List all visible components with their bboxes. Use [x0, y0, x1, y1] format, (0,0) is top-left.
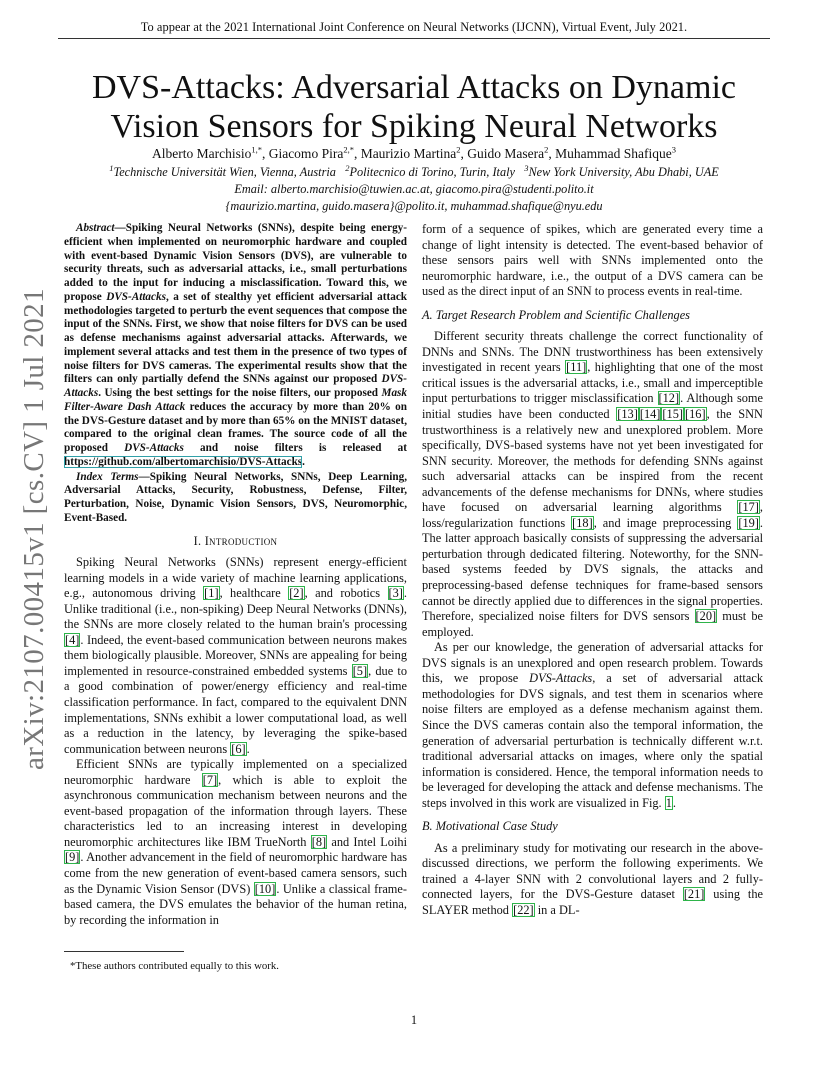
citation-link[interactable]: [18] [572, 515, 593, 530]
paragraph-text: . Another advancement in the field of neuromorphic hardware has come from the new generation of event-based camera sensors, such as the Dynamic Vision Sensor (DVS) [64, 850, 407, 896]
page-number: 1 [410, 1013, 418, 1027]
index-terms [64, 471, 407, 526]
citation-link[interactable]: [21] [683, 887, 705, 902]
paragraph: form of a sequence of spikes, which are generated every time a change of light intensity is detected. The event-based behavior of these sensors pairs well with SNNs implemented onto the neuromorphic hardware, i.e., the output of a DVS camera can be used as the direct input of an SNN to process events in real-time. [422, 222, 763, 299]
citation-link[interactable]: [15] [662, 407, 683, 422]
header-rule [58, 38, 770, 39]
email-line: {maurizio.martina, guido.masera}@polito.it, muhammad.shafique@nyu.edu [225, 199, 603, 213]
footnote-rule [64, 951, 184, 952]
paragraph-text: , a set of adversarial attack methodologies for DVS signals, and test them in scenarios where noise filters are employed as a defense mechanism against them. Since the DVS cameras contain also the temporal information, the generation of adversarial perturbation is technically different w.r.t. traditional adversarial attacks on images, where only the spatial information is considered. Hence, the temporal information needs to be leveraged for developing the attack and defense mechanisms. The steps involved in this work are visualized in Fig. [422, 671, 763, 810]
author-affiliation-mark: 1,* [251, 144, 262, 155]
citation-link[interactable]: [16] [685, 407, 706, 422]
abstract-text: —Spiking Neural Networks (SNNs), despite being energy-efficient when implemented on neuromorphic hardware and coupled with event-based Dynamic Vision Sensors (DVS), are vulnerable to security threats, such as adversarial attacks, i.e., small perturbations added to the input for inducing a misclassification. Toward this, we propose [64, 222, 407, 303]
arxiv-stamp: arXiv:2107.00415v1 [cs.CV] 1 Jul 2021 [18, 288, 50, 770]
subsection-heading: B. Motivational Case Study [422, 819, 558, 834]
citation-link[interactable]: [3] [388, 586, 403, 601]
paragraph-text: As a preliminary study for motivating our research in the above-discussed directions, we perform the following experiments. We trained a 4-layer SNN with 2 convolutional layers and 2 fully-connected layers, for the DVS-Gesture dataset [422, 840, 763, 902]
affiliation: Politecnico di Torino, Turin, Italy [349, 165, 515, 179]
paragraph-text: , loss/regularization functions [422, 500, 763, 530]
paragraph-text: . Unlike a classical frame-based camera, the DVS emulates the behavior of the human retina, by recording the information in [64, 881, 407, 927]
abstract-text: and noise filters is released at [183, 442, 407, 454]
paragraph-text: , due to a good combination of power/energy efficiency and real-time classification performance. In fact, compared to the equivalent DNN implementations, SNNs exhibit a lower computational load, as well as a reduction in the latency, by leveraging the spike-based communication between neurons [64, 663, 408, 756]
citation-link[interactable]: [10] [254, 881, 276, 896]
paragraph [422, 329, 763, 640]
citation-link[interactable]: [20] [695, 609, 717, 624]
paragraph-emphasis: DVS-Attacks [529, 671, 593, 686]
affiliation-mark: 3 [524, 162, 529, 173]
paragraph [64, 757, 407, 928]
source-code-link[interactable]: https://github.com/albertomarchisio/DVS-Attacks [64, 455, 303, 468]
citation-link[interactable]: [14] [639, 407, 661, 422]
section-heading-introduction [64, 534, 407, 550]
affiliation-mark: 1 [109, 162, 114, 173]
author-affiliation-mark: 2 [456, 144, 461, 155]
abstract-text: . Using the best settings for the noise filters, our proposed [98, 387, 382, 399]
paragraph-text: and Intel Loihi [327, 834, 407, 849]
citation-link[interactable]: [6] [231, 741, 246, 756]
abstract-emphasis: DVS-Attacks [106, 290, 166, 303]
paragraph-text: As per our knowledge, the generation of adversarial attacks for DVS signals is an unexplored and open research problem. Towards this, we propose [422, 640, 763, 686]
abstract-emphasis: DVS-Attacks [124, 442, 184, 454]
affiliation-mark: 2 [345, 162, 350, 173]
citation-link[interactable]: [5] [352, 663, 368, 678]
section-number: I. [193, 533, 205, 548]
citation-link[interactable]: [12] [658, 391, 680, 406]
citation-link[interactable]: [4] [65, 632, 80, 647]
affiliation: New York University, Abu Dhabi, UAE [528, 165, 719, 179]
author-list: Alberto Marchisio$^{1,*}$, Giacomo Pira$^{2,*}$, Maurizio Martina$^2$, Guido Masera$^2$, Muhammad Shafique$^3$ [151, 144, 677, 161]
author-name: Guido Masera [467, 146, 545, 161]
citation-link[interactable]: [17] [738, 500, 759, 515]
citation-link[interactable]: [11] [566, 360, 587, 375]
paragraph-text: . Unlike traditional (i.e., non-spiking) Deep Neural Networks (DNNs), the SNNs are more closely related to the human brain's processing [64, 586, 408, 632]
right-column [422, 222, 763, 919]
citation-link[interactable]: [19] [738, 515, 759, 530]
paragraph [422, 640, 763, 811]
paragraph-text: using the SLAYER method [422, 887, 763, 917]
abstract-text: . [302, 455, 305, 468]
abstract-emphasis: Mask Filter-Aware Dash Attack [64, 387, 407, 413]
abstract [64, 222, 407, 470]
paragraph-text: , which is able to exploit the asynchronous communication mechanism between neurons and the event-based propagation of the information through layers. These characteristics led to an increasing interest in developing neuromorphic architectures like IBM TrueNorth [64, 772, 407, 849]
title-line-1: DVS-Attacks: Adversarial Attacks on Dynamic [92, 69, 736, 106]
abstract-text: reduces the accuracy by more than 20% on the DVS-Gesture dataset and by more than 65% on the MNIST dataset, compared to the original clean frames. The source code of all the proposed [64, 400, 407, 454]
author-name: Muhammad Shafique [555, 146, 672, 161]
citation-link[interactable]: [2] [289, 586, 304, 601]
paragraph [422, 841, 763, 919]
abstract-text: , a set of stealthy yet efficient adversarial attack methodologies targeted to perturb the event sequences that compose the input of the SNNs. First, we show that noise filters for DVS can be used as defense mechanisms against adversarial attacks. Afterwards, we implement several attacks and test them in the presence of two types of noise filters for DVS cameras. The experimental results show that the filters can only partially defend the SNNs against our proposed [64, 290, 408, 386]
paragraph-text: . Although some initial studies have been conducted [422, 391, 764, 422]
section-title: Introduction [204, 533, 278, 548]
author-name: Alberto Marchisio [151, 146, 252, 161]
paragraph-text: , highlighting that one of the most critical issues is the adversarial attacks, i.e., small and imperceptible input perturbations to trigger misclassification [422, 360, 763, 406]
paragraph-text: . The latter approach basically consists of suppressing the adversarial perturbation through dedicated filtering. Noteworthy, for the SNN-based systems feeded by DVS signals, the attacks and preprocessing-based defense techniques for frame-based sensors cannot be directly applied due to differences in the signal properties. Therefore, specialized noise filters for DVS sensors [422, 515, 763, 624]
author-name: Maurizio Martina [360, 146, 457, 161]
citation-link[interactable]: [8] [311, 834, 327, 849]
paragraph-text: must be employed. [422, 609, 763, 639]
affiliations [40, 162, 788, 180]
paragraph-text: . Indeed, the event-based communication between neurons makes them biologically plausible. Moreover, SNNs are appealing for being implemented in resource-constrained embedded systems [64, 632, 407, 678]
paragraph-text: . [672, 795, 676, 810]
paragraph-text: , and robotics [304, 586, 388, 601]
paragraph-text: Different security threats challenge the correct functionality of DNNs and SNNs. The DNN trustworthiness has been extensively investigated in recent years [422, 329, 763, 375]
author-affiliation-mark: 3 [671, 144, 677, 155]
paragraph-text: , and image preprocessing [593, 515, 738, 530]
paragraph-text: in a DL- [534, 902, 580, 917]
subsection-heading: A. Target Research Problem and Scientific Challenges [422, 307, 690, 322]
affiliation: Technische Universität Wien, Vienna, Austria [113, 165, 336, 179]
citation-link[interactable]: [7] [202, 772, 218, 787]
figure-link[interactable]: 1 [665, 795, 672, 810]
left-column [64, 222, 407, 928]
author-affiliation-mark: 2,* [343, 144, 354, 155]
author-affiliation-mark: 2 [544, 144, 549, 155]
paragraph-text: , the SNN trustworthiness is a relatively new and unexplored problem. More specifically, DVS-based systems have not yet been investigated for SNN security. Moreover, the methods for defending SNNs against such adversarial attacks can be inspired from the recent advancements of the defense mechanisms for DNNs, where studies have focused on adversarial learning algorithms [422, 407, 763, 515]
paragraph-text: Efficient SNNs are typically implemented on a specialized neuromorphic hardware [64, 757, 407, 787]
citation-link[interactable]: [13] [617, 407, 638, 422]
conference-header: To appear at the 2021 International Joint Conference on Neural Networks (IJCNN), Virtual Event, July 2021. [140, 20, 688, 34]
paragraph [64, 555, 407, 757]
index-terms-label: Index Terms [76, 470, 139, 483]
citation-link[interactable]: [9] [65, 850, 80, 865]
author-name: Giacomo Pira [268, 146, 344, 161]
paper-title [60, 68, 768, 146]
abstract-label: Abstract [76, 222, 115, 234]
email-line: Email: alberto.marchisio@tuwien.ac.at, giacomo.pira@studenti.polito.it [234, 182, 594, 196]
paragraph-text: Spiking Neural Networks (SNNs) represent energy-efficient learning models in a wide variety of machine learning applications, e.g., autonomous driving [64, 555, 407, 601]
citation-link[interactable]: [1] [204, 586, 219, 601]
footnote: *These authors contributed equally to this work. [70, 960, 279, 972]
abstract-emphasis: DVS-Attacks [64, 373, 407, 399]
paragraph-text: . [246, 741, 250, 756]
citation-link[interactable]: [22] [513, 902, 534, 917]
title-line-2: Vision Sensors for Spiking Neural Networks [110, 108, 718, 145]
paragraph-text: , healthcare [219, 586, 289, 601]
index-terms-text: —Spiking Neural Networks, SNNs, Deep Learning, Adversarial Attacks, Security, Robustness, Defense, Filter, Perturbation, Noise, Dynamic Vision Sensors, DVS, Neuromorphic, Event-Based. [64, 470, 407, 524]
